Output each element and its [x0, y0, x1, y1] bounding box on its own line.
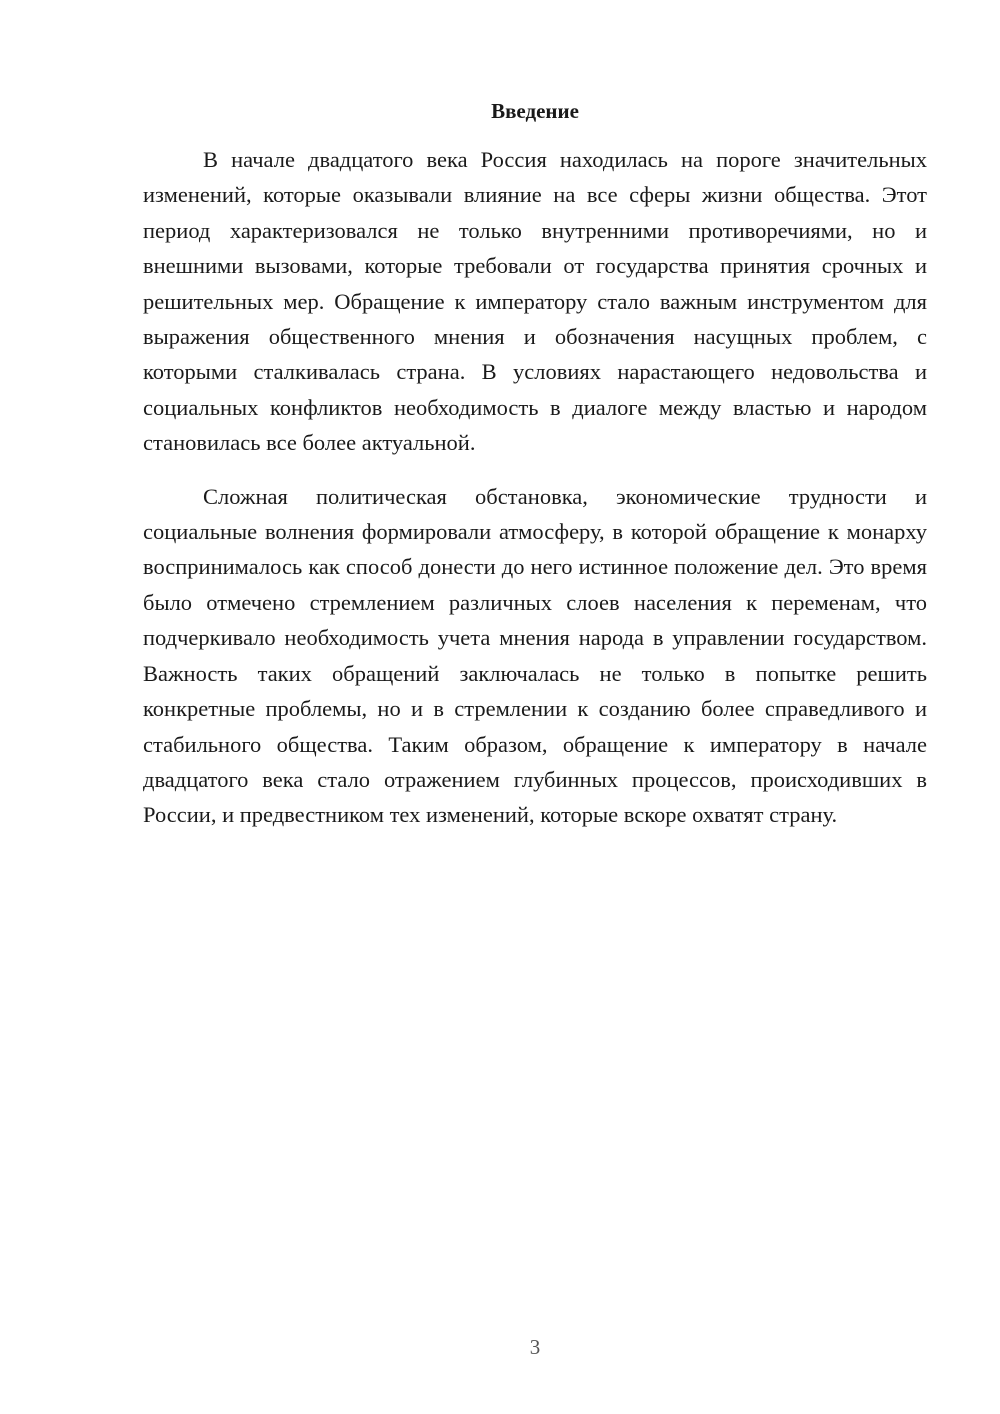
paragraph-1: В начале двадцатого века Россия находилась на пороге значительных изменений, которые оказывали влияние на все сферы жизни общества. Этот период характеризовался не только внутренними противоречиями, но и внешними вызовами, которые требовали от государства принятия срочных и решительных мер. Обращение к императору стало важным инструментом для выражения общественного мнения и обозначения насущных проблем, с которыми сталкивалась страна. В условиях нарастающего недовольства и социальных конфликтов необходимость в диалоге между властью и народом становилась все более актуальной.: [143, 147, 927, 456]
section-title: Введение: [491, 99, 579, 123]
paragraph-2: Сложная политическая обстановка, экономические трудности и социальные волнения формировали атмосферу, в которой обращение к монарху воспринималось как способ донести до него истинное положение дел. Это время было отмечено стремлением различных слоев населения к переменам, что подчеркивало необходимость учета мнения народа в управлении государством. Важность таких обращений заключалась не только в попытке решить конкретные проблемы, но и в стремлении к созданию более справедливого и стабильного общества. Таким образом, обращение к императору в начале двадцатого века стало отражением глубинных процессов, происходивших в России, и предвестником тех изменений, которые вскоре охватят страну.: [143, 483, 927, 828]
body-text: [143, 142, 927, 833]
page-number: 3: [529, 1335, 541, 1359]
